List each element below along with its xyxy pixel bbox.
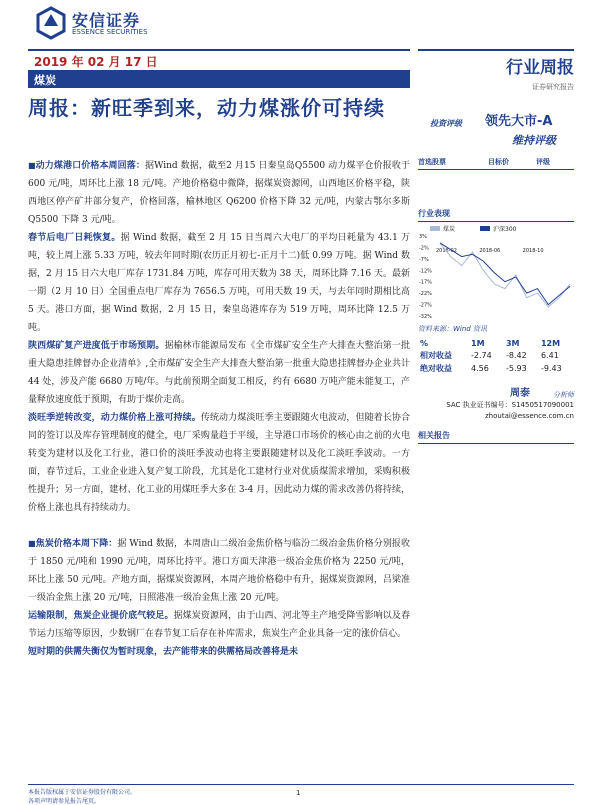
rating-label: 投资评级 [430, 119, 462, 128]
paragraph [28, 607, 410, 643]
brand-logo-mark [36, 6, 66, 40]
performance-table [418, 338, 574, 375]
footer [28, 784, 574, 805]
industry-chart [418, 224, 574, 324]
table-row [418, 362, 574, 375]
rating-value: 领先大市-A [485, 114, 553, 129]
paragraph [28, 229, 410, 337]
paragraph-head: 动力煤港口价格本周回落： [35, 161, 146, 171]
legend-swatch-hs300 [480, 226, 490, 231]
footer-disclaimer: 各项声明请参见报告尾页。 [28, 798, 101, 805]
y-tick-label: -22% [419, 291, 432, 298]
perf-cell: -5.93 [505, 364, 527, 373]
analyst-cert: SAC 执业证书编号：S1450517090001 [446, 401, 574, 409]
page-number: 1 [296, 789, 301, 797]
perf-head: 12M [540, 339, 561, 348]
analyst-email[interactable]: zhoutai@essence.com.cn [485, 412, 574, 420]
table-row [418, 349, 574, 362]
report-type-box [418, 49, 574, 89]
paragraph [28, 337, 410, 409]
paragraph-head: 短时期的供需失衡仅为暂时现象，去产能带来的供需格局改善将是未 [28, 647, 299, 657]
y-tick-label: -2% [419, 245, 429, 252]
paragraph-head: 淡旺季逆转改变，动力煤价格上涨可持续。 [28, 413, 201, 423]
report-date: 2019 年 02 月 17 日 [34, 55, 158, 69]
paragraph-text: 据Wind 数据，截至2 月15 日秦皇岛Q5500 动力煤平仓价报收于 600 元/吨，周环比上涨 18 元/吨。产地价格稳中微降，据煤炭资源网，山西地区价格平稳，陕西地区停产矿井部分复产，价格回落，榆林地区 Q6200 价格下降 32 元/吨，内蒙古鄂尔多斯 Q5500 下降 3 元/吨。 [28, 161, 410, 225]
y-tick-label: -7% [419, 256, 429, 263]
y-tick-label: -17% [419, 279, 432, 286]
stock-col-1: 首选股票 [418, 158, 446, 166]
perf-row-label: 绝对收益 [420, 364, 452, 373]
legend-hs300: 沪深300 [493, 226, 517, 233]
footer-copyright: 本报告版权属于安信证券股份有限公司。 [28, 789, 137, 796]
stock-table-header [418, 157, 574, 170]
perf-head: % [420, 339, 429, 348]
paragraph-text: 据煤炭资源网，由于山西、河北等主产地受降雪影响以及春节运力压缩等原因，少数钢厂在春节复工后存在补库需求，焦炭生产企业具备一定的涨价信心。 [28, 611, 410, 639]
paragraph-text: 据榆林市能源局发布《全市煤矿安全生产大排查大整治第一批重大隐患挂牌督办企业清单》,全市煤矿安全生产大排查大整治第一批重大隐患挂牌督办企业共计 44 处，涉及产能 6680 万吨/年。与此前预期全面复工相反，约有 6680 万吨产能未能复工，产量释放速度低于预期，有助于煤价走高。 [28, 341, 410, 405]
perf-cell: -2.74 [471, 351, 492, 360]
paragraph [28, 157, 410, 229]
y-tick-label: -32% [419, 314, 432, 320]
analyst-role: 分析师 [553, 391, 574, 399]
x-tick-label: 2018-10 [522, 248, 544, 254]
report-type: 行业周报 [506, 58, 574, 78]
perf-cell: -8.42 [505, 351, 527, 360]
page-title: 周报：新旺季到来，动力煤涨价可持续 [28, 96, 385, 120]
brand-name: 安信证券 [72, 11, 141, 30]
paragraph-text: 据 Wind 数据，本周唐山二级冶金焦价格与临汾二级冶金焦价格分别报收于 1850 元/吨和 1990 元/吨，周环比持平。港口方面天津港一级冶金焦价格为 2250 元/吨，环比上涨 50 元/吨。产地方面，据煤炭资源网，本周产地价格稳中有升，据煤炭资源网，吕梁准一级冶金焦上涨 20 元/吨，日照港准一级冶金焦上涨 20 元/吨。 [28, 539, 410, 603]
y-tick-label: -12% [419, 268, 432, 275]
stock-col-3: 评级 [536, 158, 550, 166]
related-header: 相关报告 [418, 430, 574, 444]
paragraph-head: 陕西煤矿复产进度低于市场预期。 [28, 341, 165, 351]
paragraph [28, 643, 410, 661]
brand-logo [36, 6, 186, 42]
legend-swatch-coal [430, 226, 440, 231]
brand-name-en: ESSENCE SECURITIES [72, 28, 148, 36]
industry-header: 行业表现 [418, 208, 574, 222]
bullet-square-icon: ■ [28, 539, 36, 548]
y-tick-label: 3% [419, 234, 427, 240]
bullet-square-icon: ■ [28, 161, 36, 170]
perf-cell: 6.41 [540, 351, 559, 360]
rating-keep: 维持评级 [512, 134, 556, 147]
x-tick-label: 2018-02 [436, 248, 457, 254]
paragraph [28, 535, 410, 607]
legend-coal: 煤炭 [443, 226, 456, 233]
chart-source: 资料来源：Wind 资讯 [418, 325, 487, 333]
x-tick-label: 2018-06 [479, 248, 501, 254]
paragraph [28, 409, 410, 517]
paragraph-head: 焦炭价格本周下降： [35, 539, 118, 549]
analyst-name: 周泰 [510, 388, 530, 399]
perf-cell: -9.43 [540, 364, 562, 373]
body-text [28, 157, 410, 661]
paragraph-head: 春节后电厂日耗恢复。 [28, 233, 121, 243]
perf-row-label: 相对收益 [420, 351, 452, 360]
date-bar [28, 49, 410, 69]
sector-label: 煤炭 [28, 70, 410, 88]
paragraph-head: 运输限制，焦炭企业提价底气较足。 [28, 611, 174, 621]
paragraph-text: 传统动力煤淡旺季主要跟随火电波动，但随着长协合同的签订以及库存管理制度的健全，电厂采购量趋于平缓，主导港口市场价的核心由之前的火电转变为建材以及化工行业，港口价的淡旺季波动也将主要跟随建材以及化工淡旺季波动。一方面，春节过后，工业企业进入复产复工阶段，尤其是化工建材行业对优质煤需求增加，采购积极性提升；另一方面，建材、化工业的用煤旺季大多在 3-4 月，因此动力煤的需求改善仍将持续，价格上涨也具有持续动力。 [28, 413, 410, 513]
performance-header-row [418, 338, 574, 349]
report-subtitle: 证券研究报告 [532, 83, 574, 91]
perf-head: 1M [471, 339, 485, 348]
perf-cell: 4.56 [471, 364, 489, 373]
stock-col-2: 目标价 [488, 158, 509, 166]
analyst-box [418, 388, 574, 422]
paragraph-text: 据 Wind 数据，截至 2 月 15 日当周六大电厂的平均日耗量为 43.1 万吨，较上周上涨 5.33 万吨，较去年同时期(农历正月初七-正月十二)低 0.99 万吨。据 Wind 数据，2 月 15 日六大电厂库存 1731.84 万吨，库存可用天数为 38 天，周环比降 7.16 天。最新一期（2 月 10 日）全国重点电厂库存为 7656.5 万吨，可用天数 19 天，与去年同时期相比高 5 天。港口方面，据 Wind 数据，2 月 15 日，秦皇岛港库存为 519 万吨，周环比降 12.5 万吨。 [28, 233, 410, 333]
perf-head: 3M [505, 339, 520, 348]
y-tick-label: -27% [419, 302, 432, 309]
